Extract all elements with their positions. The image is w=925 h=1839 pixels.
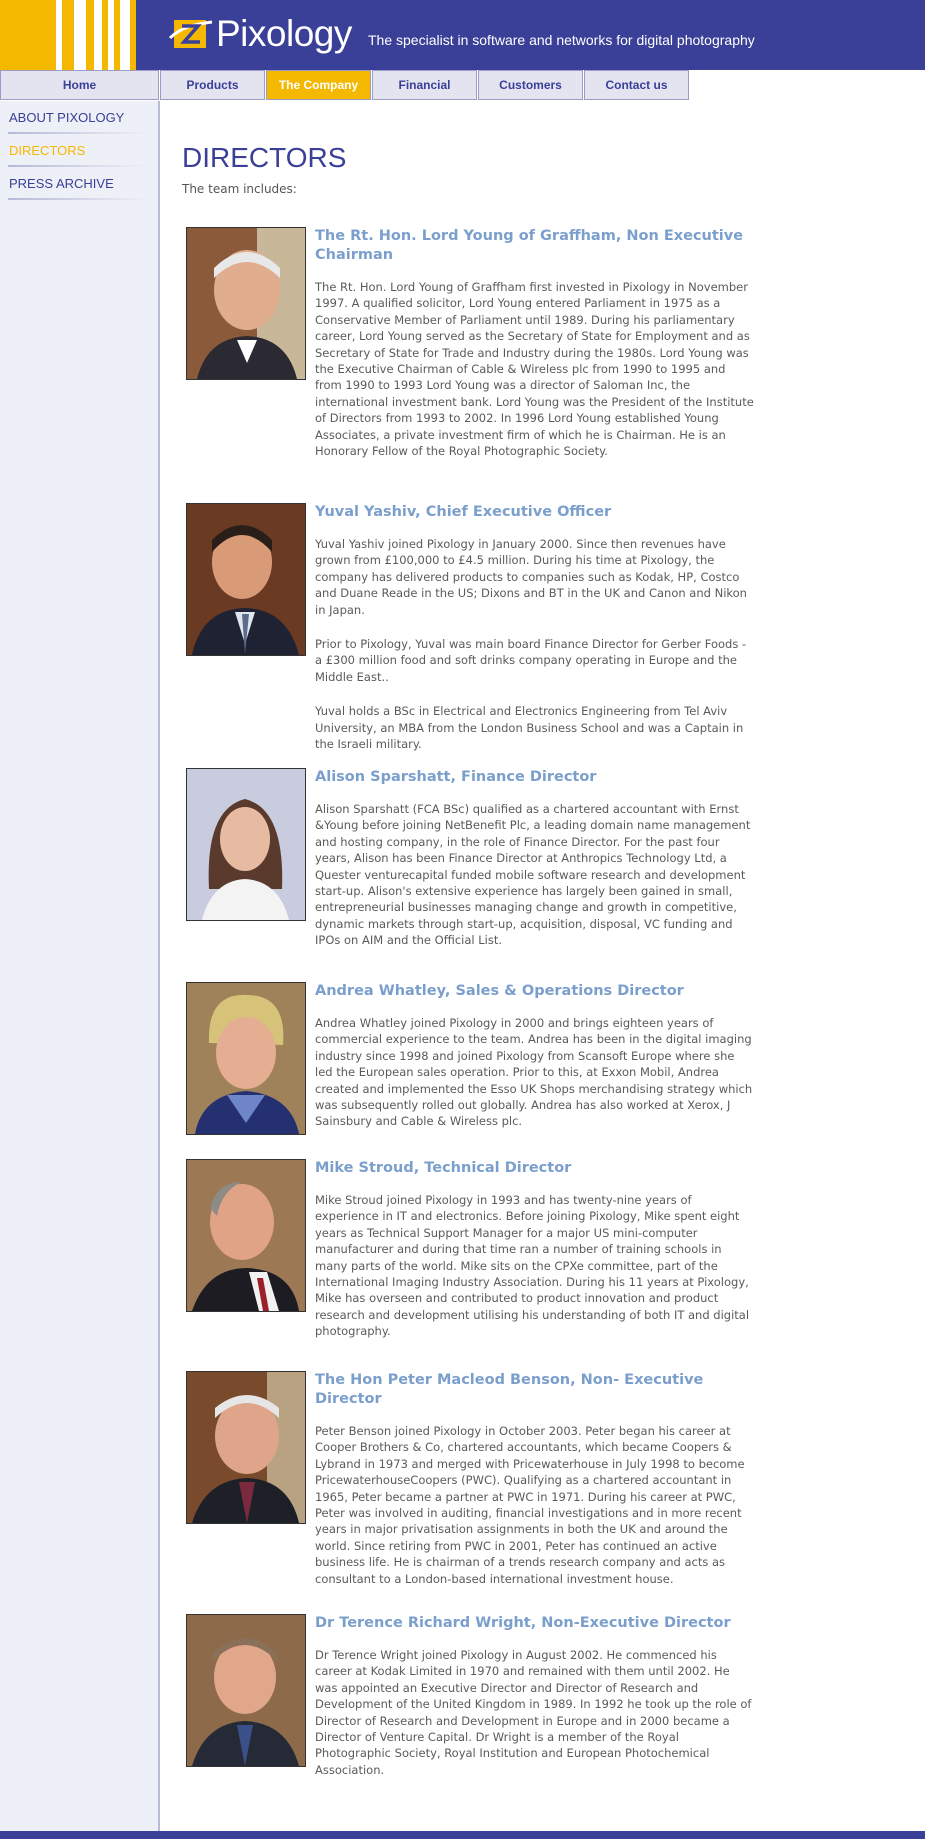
director-bio: The Rt. Hon. Lord Young of Graffham first invested in Pixology in November 1997. A qualified solicitor, Lord Young entered Parliament in 1975 as a Conservative Member of Parliament until 1989. During his parliamentary career, Lord Young served as the Secretary of State for Employment and as Secretary of State for Trade and Industry during the 1980s. Lord Young was the Executive Chairman of Cable & Wireless plc from 1990 to 1995 and from 1990 to 1993 Lord Young was a director of Saloman Inc, the international investment bank. Lord Young was the President of the Institute of Directors from 1993 to 2002. In 1996 Lord Young established Young Associates, a private investment firm of which he is Chairman. He is an Honorary Fellow of the Royal Photographic Society. <box>315 280 754 459</box>
director-name: Alison Sparshatt, Finance Director <box>315 769 597 785</box>
director-photo <box>186 1614 306 1767</box>
director-bio: Prior to Pixology, Yuval was main board Finance Director for Gerber Foods - a £300 million food and soft drinks company operating in Europe and the Middle East.. <box>315 637 747 684</box>
director-photo <box>186 1371 306 1524</box>
director-name: The Rt. Hon. Lord Young of Graffham, Non Executive Chairman <box>315 228 744 263</box>
director-name: Yuval Yashiv, Chief Executive Officer <box>315 504 612 520</box>
director-bio: Yuval Yashiv joined Pixology in January 2000. Since then revenues have grown from £100,000 to £4.5 million. During his time at Pixology, the company has delivered products to companies such as Kodak, HP, Costco and Duane Reade in the US; Dixons and BT in the UK and Canon and Nikon in Japan. <box>315 537 747 617</box>
sidebar-item-label: DIRECTORS <box>9 143 86 158</box>
footer-bar <box>0 1831 925 1839</box>
director-bio: Yuval holds a BSc in Electrical and Electronics Engineering from Tel Aviv University, an MBA from the London Business School and was a Captain in the Israeli military. <box>315 704 744 752</box>
director-bio: Dr Terence Wright joined Pixology in August 2002. He commenced his career at Kodak Limited in 1970 and remained with them until 2002. He was appointed an Executive Director and Director of Research and Development of the United Kingdom in 1989. In 1992 he took up the role of Director of Research and Development in Europe and in 2000 became a Director of Venture Capital. Dr Wright is a member of the Royal Photographic Society, Royal Institution and European Photochemical Association. <box>315 1648 752 1777</box>
sidebar-item-label: PRESS ARCHIVE <box>9 176 114 191</box>
sidebar-item-about-pixology[interactable] <box>0 101 158 134</box>
brand-stripes <box>0 0 150 70</box>
director-photo <box>186 768 306 921</box>
director-name: The Hon Peter Macleod Benson, Non- Executive Director <box>315 1372 704 1407</box>
nav-customers[interactable]: Customers <box>478 70 583 100</box>
director-photo <box>186 227 306 380</box>
main-nav <box>0 70 690 100</box>
director-bio: Andrea Whatley joined Pixology in 2000 and brings eighteen years of commercial experience to the team. Andrea has been in the digital imaging industry since 1998 and joined Pixology from Scansoft Europe where she led the European sales operation. Prior to this, at Exxon Mobil, Andrea created and implemented the Esso UK Shops merchandising strategy which was subsequently rolled out globally. Andrea has also worked at Xerox, J Sainsbury and Cable & Wireless plc. <box>315 1016 753 1129</box>
logo-mark-icon <box>168 16 214 52</box>
page-title: DIRECTORS <box>182 142 347 173</box>
site-header <box>0 0 925 70</box>
nav-home[interactable]: Home <box>0 70 159 100</box>
sidebar-item-directors[interactable] <box>0 134 158 167</box>
nav-contact-us[interactable]: Contact us <box>584 70 689 100</box>
sidebar-item-label: ABOUT PIXOLOGY <box>9 110 125 125</box>
tagline: The specialist in software and networks for digital photography <box>368 32 755 48</box>
intro-text: The team includes: <box>182 182 297 196</box>
director-bio: Alison Sparshatt (FCA BSc) qualified as a chartered accountant with Ernst &Young before joining NetBenefit Plc, a leading domain name management and hosting company, in the role of Finance Director. For the past four years, Alison has been Finance Director at Anthropics Technology Ltd, a Quester venturecapital funded mobile software research and development start-up. Alison's extensive experience has largely been gained in small, entrepreneurial businesses managing change and growth in competitive, dynamic markets through start-up, acquisition, disposal, VC funding and IPOs on AIM and the Official List. <box>315 802 751 948</box>
director-bio: Peter Benson joined Pixology in October 2003. Peter began his career at Cooper Brothers & Co, chartered accountants, which became Coopers & Lybrand in 1973 and merged with Pricewaterhouse in July 1998 to become PricewaterhouseCoopers (PWC). Qualifying as a chartered accountant in 1965, Peter became a partner at PWC in 1971. During his career at PWC, Peter was involved in auditing, financial investigations and in more recent years in major privatisation assignments in both the UK and around the world. Since retiring from PWC in 2001, Peter has continued an active business life. He is chairman of a trends research company and acts as consultant to a London-based international investment house. <box>315 1424 745 1586</box>
main-content <box>182 140 762 1777</box>
director-photo <box>186 1159 306 1312</box>
director-name: Dr Terence Richard Wright, Non-Executive Director <box>315 1615 731 1631</box>
director-name: Mike Stroud, Technical Director <box>315 1160 572 1176</box>
pixology-logo[interactable] <box>168 14 352 54</box>
director-bio: Mike Stroud joined Pixology in 1993 and has twenty-nine years of experience in IT and electronics. Before joining Pixology, Mike spent eight years as Technical Support Manager for a major US mini-computer manufacturer and during that time ran a number of training schools in many parts of the world. Mike sits on the CPXe committee, part of the International Imaging Industry Association. During his 11 years at Pixology, Mike has overseen and contributed to product innovation and product research and development utilising his understanding of both IT and digital photography. <box>315 1193 750 1339</box>
sidebar-item-press-archive[interactable] <box>0 167 158 200</box>
director-photo <box>186 503 306 656</box>
director-name: Andrea Whatley, Sales & Operations Director <box>315 983 684 999</box>
nav-the-company[interactable]: The Company <box>266 70 371 100</box>
nav-financial[interactable]: Financial <box>372 70 477 100</box>
director-photo <box>186 982 306 1135</box>
sidebar <box>0 101 160 1831</box>
nav-products[interactable]: Products <box>160 70 265 100</box>
logo-wordmark: Pixology <box>216 13 352 54</box>
